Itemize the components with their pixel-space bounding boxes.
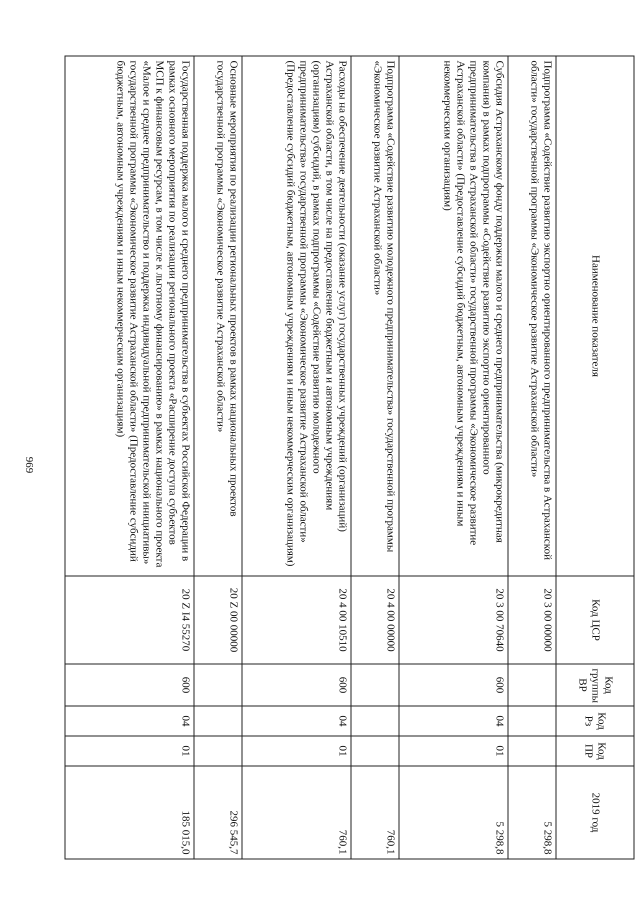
table-row xyxy=(65,56,194,859)
header-year: 2019 год xyxy=(556,766,634,859)
row-csr: 20 Z I4 55270 xyxy=(65,576,194,664)
row-rz xyxy=(194,706,242,736)
row-csr: 20 3 00 00000 xyxy=(508,576,556,664)
row-rz: 04 xyxy=(65,706,194,736)
header-csr: Код ЦСР xyxy=(556,576,634,664)
row-name: Государственная поддержка малого и среднего предпринимательства в субъектах Российской Федерации в рамках основного мероприятия по реализации регионального проекта «Расширение доступа субъектов МСП к финансовым ресурсам, в том числе к льготному финансированию» в рамках национального проекта «Малое и среднее предпринимательство и поддержка индивидуальной предпринимательской инициативы» государственной программы «Экономическое развитие Астраханской области» (Предоставление субсидий бюджетным, автономным учреждениям и иным некоммерческим организациям) xyxy=(65,56,194,576)
row-pr: 01 xyxy=(242,736,351,766)
budget-table xyxy=(65,56,635,860)
row-name: Основные мероприятия по реализации региональных проектов в рамках национальных проектов государственной программы «Экономическое развитие Астраханской области» xyxy=(194,56,242,576)
row-value: 760,1 xyxy=(351,766,399,859)
row-name: Подпрограмма «Содействие развитию экспортно ориентированного предпринимательства в Астраханской области» государственной программы «Экономическое развитие Астраханской области» xyxy=(508,56,556,576)
table-row xyxy=(351,56,399,859)
header-rz: Код Рз xyxy=(556,706,634,736)
row-rz xyxy=(351,706,399,736)
row-value: 5 298,8 xyxy=(399,766,508,859)
row-value: 760,1 xyxy=(242,766,351,859)
row-value: 296 545,7 xyxy=(194,766,242,859)
table-row xyxy=(399,56,508,859)
header-name: Наименование показателя xyxy=(556,56,634,576)
row-rz xyxy=(508,706,556,736)
row-value: 185 015,0 xyxy=(65,766,194,859)
row-value: 5 298,8 xyxy=(508,766,556,859)
row-name: Субсидия Астраханскому фонду поддержки малого и среднего предпринимательства (микрокредитная компания) в рамках подпрограммы «Содействие развитию экспортно ориентированного предпринимательства в Астраханской области» государственной программы «Экономическое развитие Астраханской области» (Предоставление субсидий бюджетным, автономным учреждениям и иным некоммерческим организациям) xyxy=(399,56,508,576)
row-rz: 04 xyxy=(242,706,351,736)
row-csr: 20 4 00 10510 xyxy=(242,576,351,664)
row-vr xyxy=(194,664,242,706)
row-pr: 01 xyxy=(399,736,508,766)
row-csr: 20 3 00 70640 xyxy=(399,576,508,664)
row-name: Расходы на обеспечение деятельности (оказание услуг) государственных учреждений (организаций) Астраханской области, в том числе на предоставление бюджетным и автономным учреждениям (организациям) субсидий, в рамках подпрограммы «Содействие развитию молодежного предпринимательства» государственной программы «Экономическое развитие Астраханской области» (Предоставление субсидий бюджетным, автономным учреждениям и иным некоммерческим организациям) xyxy=(242,56,351,576)
row-vr xyxy=(351,664,399,706)
page-number: 969 xyxy=(23,456,35,474)
table-row xyxy=(194,56,242,859)
table-header-row xyxy=(556,56,634,859)
row-pr: 01 xyxy=(65,736,194,766)
header-pr: Код ПР xyxy=(556,736,634,766)
row-pr xyxy=(351,736,399,766)
row-csr: 20 4 00 00000 xyxy=(351,576,399,664)
row-pr xyxy=(194,736,242,766)
row-csr: 20 Z 00 00000 xyxy=(194,576,242,664)
row-vr: 600 xyxy=(242,664,351,706)
table-row xyxy=(508,56,556,859)
row-vr: 600 xyxy=(65,664,194,706)
row-vr: 600 xyxy=(399,664,508,706)
row-pr xyxy=(508,736,556,766)
row-vr xyxy=(508,664,556,706)
row-name: Подпрограмма «Содействие развитию молодежного предпринимательства» государственной программы «Экономическое развитие Астраханской области» xyxy=(351,56,399,576)
table-row xyxy=(242,56,351,859)
rotated-table-wrapper xyxy=(65,56,635,859)
header-vr: Код группы ВР xyxy=(556,664,634,706)
row-rz: 04 xyxy=(399,706,508,736)
